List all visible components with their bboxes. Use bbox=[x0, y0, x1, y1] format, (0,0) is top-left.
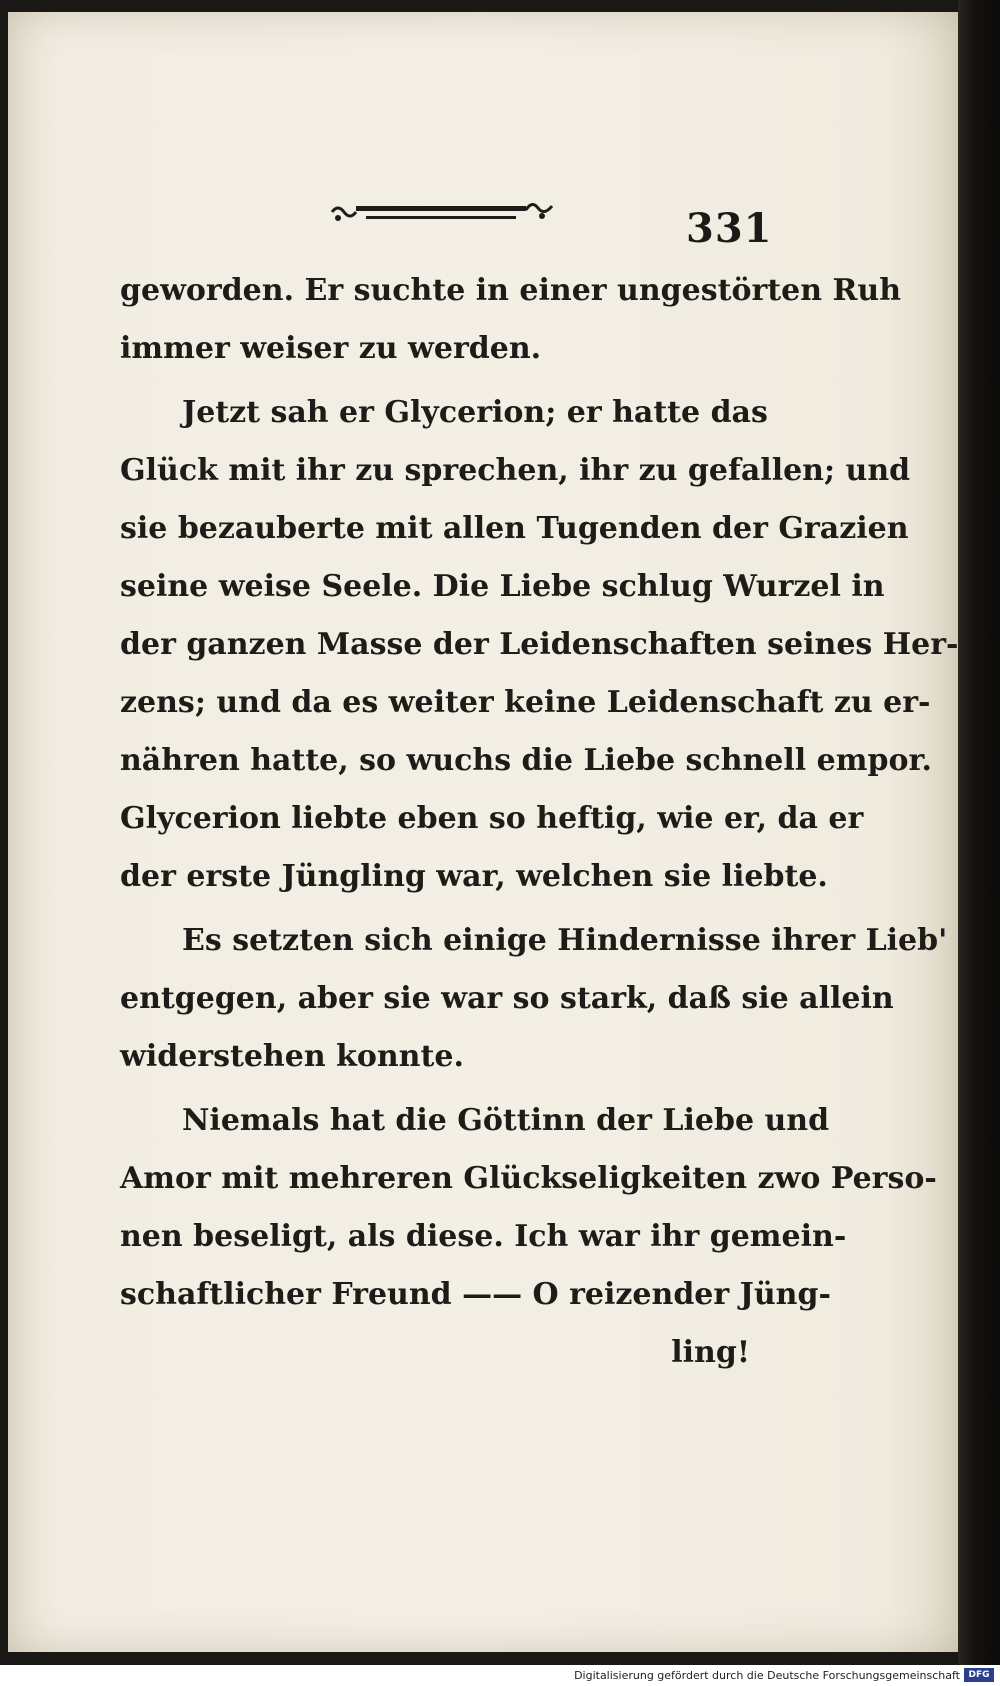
text-line: entgegen, aber sie war so stark, daß sie allein bbox=[120, 981, 894, 1016]
paragraph bbox=[120, 1092, 937, 1382]
text-line: sie bezauberte mit allen Tugenden der Grazien bbox=[120, 511, 909, 546]
paragraph bbox=[120, 912, 948, 1086]
text-line: schaftlicher Freund —— O reizender Jüng- bbox=[120, 1277, 831, 1312]
book-binding-edge bbox=[958, 0, 1000, 1665]
footer bbox=[0, 1665, 1000, 1686]
text-line: der erste Jüngling war, welchen sie liebte. bbox=[120, 859, 828, 894]
text-line: zens; und da es weiter keine Leidenschaft zu er- bbox=[120, 685, 931, 720]
text-line: Glück mit ihr zu sprechen, ihr zu gefallen; und bbox=[120, 453, 911, 488]
text-line: Glycerion liebte eben so heftig, wie er, da er bbox=[120, 801, 864, 836]
text-line: nähren hatte, so wuchs die Liebe schnell empor. bbox=[120, 743, 932, 778]
body-text bbox=[120, 262, 959, 1382]
text-line: nen beseligt, als diese. Ich war ihr gemein- bbox=[120, 1219, 847, 1254]
text-line: widerstehen konnte. bbox=[120, 1039, 464, 1074]
text-line: Jetzt sah er Glycerion; er hatte das bbox=[182, 395, 768, 430]
paragraph bbox=[120, 262, 902, 378]
text-line: seine weise Seele. Die Liebe schlug Wurzel in bbox=[120, 569, 885, 604]
text-line: Niemals hat die Göttinn der Liebe und bbox=[182, 1103, 830, 1138]
dfg-logo: DFG bbox=[964, 1668, 994, 1682]
text-line: geworden. Er suchte in einer ungestörten Ruh bbox=[120, 273, 902, 308]
header-ornament bbox=[330, 196, 555, 230]
digitization-credit: Digitalisierung gefördert durch die Deutsche Forschungsgemeinschaft bbox=[574, 1669, 960, 1682]
text-line: Amor mit mehreren Glückseligkeiten zwo Perso- bbox=[120, 1161, 937, 1196]
page-number: 331 bbox=[686, 205, 773, 252]
text-line: Es setzten sich einige Hindernisse ihrer Lieb' bbox=[182, 923, 948, 958]
text-line: ling! bbox=[671, 1335, 750, 1370]
text-line: der ganzen Masse der Leidenschaften seines Her- bbox=[120, 627, 959, 662]
paragraph bbox=[120, 384, 959, 906]
text-line: immer weiser zu werden. bbox=[120, 331, 542, 366]
